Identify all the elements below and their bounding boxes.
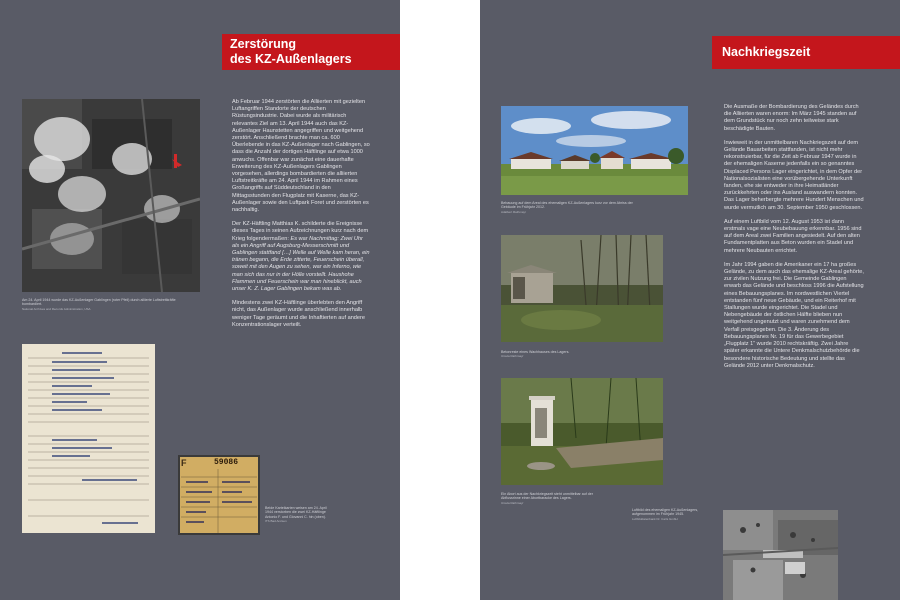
outhouse-caption-source: Ursula Rathmayr (501, 500, 524, 505)
left-paragraph-1: Ab Februar 1944 zerstörten die Alliierten mit gezielten Luftangriffen Standorte der deutschen Rüstungsindustrie. Dabei wurde als militärisch relevantes Ziel am 13. April 1944 auch das KZ-Außenlager Haunstetten angegriffen und weitgehend zerstört. Anschließend brachte man ca. 600 Überlebende in das KZ-Außenlager nach Gablingen, so dass die Anzahl der dortigen Häftlinge auf etwa 1000 anwuchs. Offenbar war zunächst eine dauerhafte Erweiterung des KZ-Außenlagers Gablingen vorgesehen, allerdings bombardierten die alliierten Luftstreitkräfte am 24. April 1944 im Rahmen eines Großangriffs auf Süddeutschland in den Mittagsstunden den Flugplatz mit Kaserne, das KZ-Außenlager sowie den Luftpark Foret und zerstörten es nachhaltig. (232, 99, 370, 214)
aerial-1945-caption-text: Luftbild des ehemaligen KZ-Außenlagers, aufgenommen im Frühjahr 1945. (632, 508, 699, 517)
right-section-title (712, 36, 900, 69)
left-section-title (222, 34, 400, 70)
guardhouse-caption-source: Ursula Rathmayr (501, 354, 524, 359)
page-gutter (400, 0, 480, 600)
svg-text:F: F (181, 458, 187, 468)
aerial-bombing-photo (22, 99, 200, 292)
left-paragraph-2 (232, 221, 370, 293)
left-title-line2: des KZ-Außenlagers (230, 52, 352, 66)
aerial-caption-source: National Archives and Records Administration, USA (22, 306, 91, 311)
right-paragraph-4: Im Jahr 1994 gaben die Amerikaner ein 17 ha großes Gelände, zu dem auch das ehemalige KZ-Areal gehörte, zur zivilen Nutzung frei. Die Gemeinde Gablingen erwarb das Gelände und beschloss 1996 die Aufstellung eines Bebauungsplanes. Im nordwestlichen Viertel entstanden fünf neue Gebäude, und ein Reiterhof mit Stallungen wurde eingerichtet. Die Stadel und Nebengebäude der östlichen Hälfte blieben nun weitgehend ungenutzt und waren zunehmend dem Verfall preisgegeben. Die 3. Änderung des Bebauungsplanes Nr. 19 für das Gewerbegebiet „Flugplatz 1“ wurde 2010 rechtskräftig. Zwei Jahre später erkannte die Untere Denkmalschutzbehörde die besondere historische Bedeutung und stellte das Gelände 2012 unter Denkmalschutz. (724, 261, 864, 369)
left-body-text (232, 99, 370, 336)
right-body-text (724, 104, 864, 377)
registration-document (22, 344, 155, 533)
guardhouse-caption (501, 350, 636, 359)
farm-buildings-photo (501, 106, 688, 195)
outhouse-caption (501, 492, 611, 505)
right-paragraph-2: Inwieweit in der unmittelbaren Nachkriegszeit auf dem Gelände Bauarbeiten stattfanden, ist nicht mehr rekonstruierbar, für die Zeit ab Februar 1947 wurde in der ehemaligen Kaserne jedenfalls ein so genanntes Displaced Persons Lager eingerichtet, in dem Opfer der Nationalsozialisten eine vorübergehende Unterkunft fanden, ehe sie entweder in ihre Heimatländer zurückkehrten oder ins Ausland auswandern konnten. Das Lager beherbergte mehrere Hundert Menschen und wurde vermutlich am 30. September 1950 geschlossen. (724, 139, 864, 211)
farm-photo-caption (501, 201, 636, 214)
right-paragraph-1: Die Ausmaße der Bombardierung des Geländes durch die Alliierten waren enorm: Im März 1945 standen auf dem Grundstück nur noch zehn teilweise stark beschädigte Bauten. (724, 104, 859, 132)
outhouse-caption-text: Ein Abort aus der Nachkriegszeit steht unmittelbar auf der Abflussrinne einer Abortbaracke des Lagers. (501, 492, 593, 501)
farm-caption-source: Adalbert Rathmayr (501, 209, 527, 214)
aerial-photo-caption (22, 298, 192, 311)
guardhouse-caption-text: Betonreste eines Wachhauses des Lagers. (501, 350, 570, 354)
aerial-1945-photo (723, 510, 838, 600)
right-paragraph-3: Auf einem Luftbild vom 12. August 1953 ist dann erstmals vage eine Neubebauung erkennbar. 1956 sind auf dem Areal zwei Familien angesiedelt. Auf den alten Fundamentplatten aus Beton wurden ein Stadel und mehrere Neubauten errichtet. (724, 218, 862, 254)
aerial-caption-text: Am 24. April 1944 wurde das KZ-Außenlager Gablingen (roter Pfeil) durch alliierte Luftstreitkräfte bombardiert. (22, 298, 176, 307)
left-paragraph-2-intro: Der KZ-Häftling Matthias K. schilderte die Ereignisse dieses Tages in seinen Aufzeichnungen kurz nach dem Krieg folgendermaßen: (232, 221, 369, 242)
guardhouse-ruins-photo (501, 235, 663, 342)
left-paragraph-2-quote: Es war Nachmittag: Zwei Uhr als ein Angriff auf Augsburg-Messerschmitt und Gablingen stattfand […] Welle auf Welle kam heran, ein tränen begann, die Erde zitterte, Feuerschein überall, soweit mit den Augen zu sehen, war ein Inferno, wie man sich das nur in der Hölle vorstellt. Haushohe Flammen und Feuerschein war man hineblickt, auch unser K. Z. Lager Gablingen bekam was ab. (232, 235, 370, 293)
index-card-caption (265, 506, 335, 524)
farm-caption-text: Bebauung auf dem Areal des ehemaligen KZ-Außenlagers kurz vor dem Abriss der Gebäude im Frühjahr 2012. (501, 201, 633, 210)
aerial-1945-caption-source: Luftbilddatenbank Dr. Carls GmbH (632, 516, 678, 521)
index-card-photo (178, 455, 260, 535)
right-title-text: Nachkriegszeit (722, 45, 811, 59)
aerial-1945-caption (632, 508, 717, 521)
outhouse-photo (501, 378, 663, 485)
index-card-caption-text: Beide Karteikarten weisen am 24. April 1944 verstorben die zwei KZ-Häftlinge Antonio F. und Giovanni C. hin (oben). (265, 506, 327, 519)
index-card-caption-source: ITS Bad Arolsen (265, 519, 287, 524)
left-paragraph-3: Mindestens zwei KZ-Häftlinge überlebten den Angriff nicht, das Außenlager wurde anschließend innerhalb weniger Tage geräumt und die Inhaftierten auf andere Konzentrationslager verteilt. (232, 300, 365, 328)
left-title-line1: Zerstörung (230, 37, 296, 51)
index-card-number: 59086 (214, 458, 239, 467)
